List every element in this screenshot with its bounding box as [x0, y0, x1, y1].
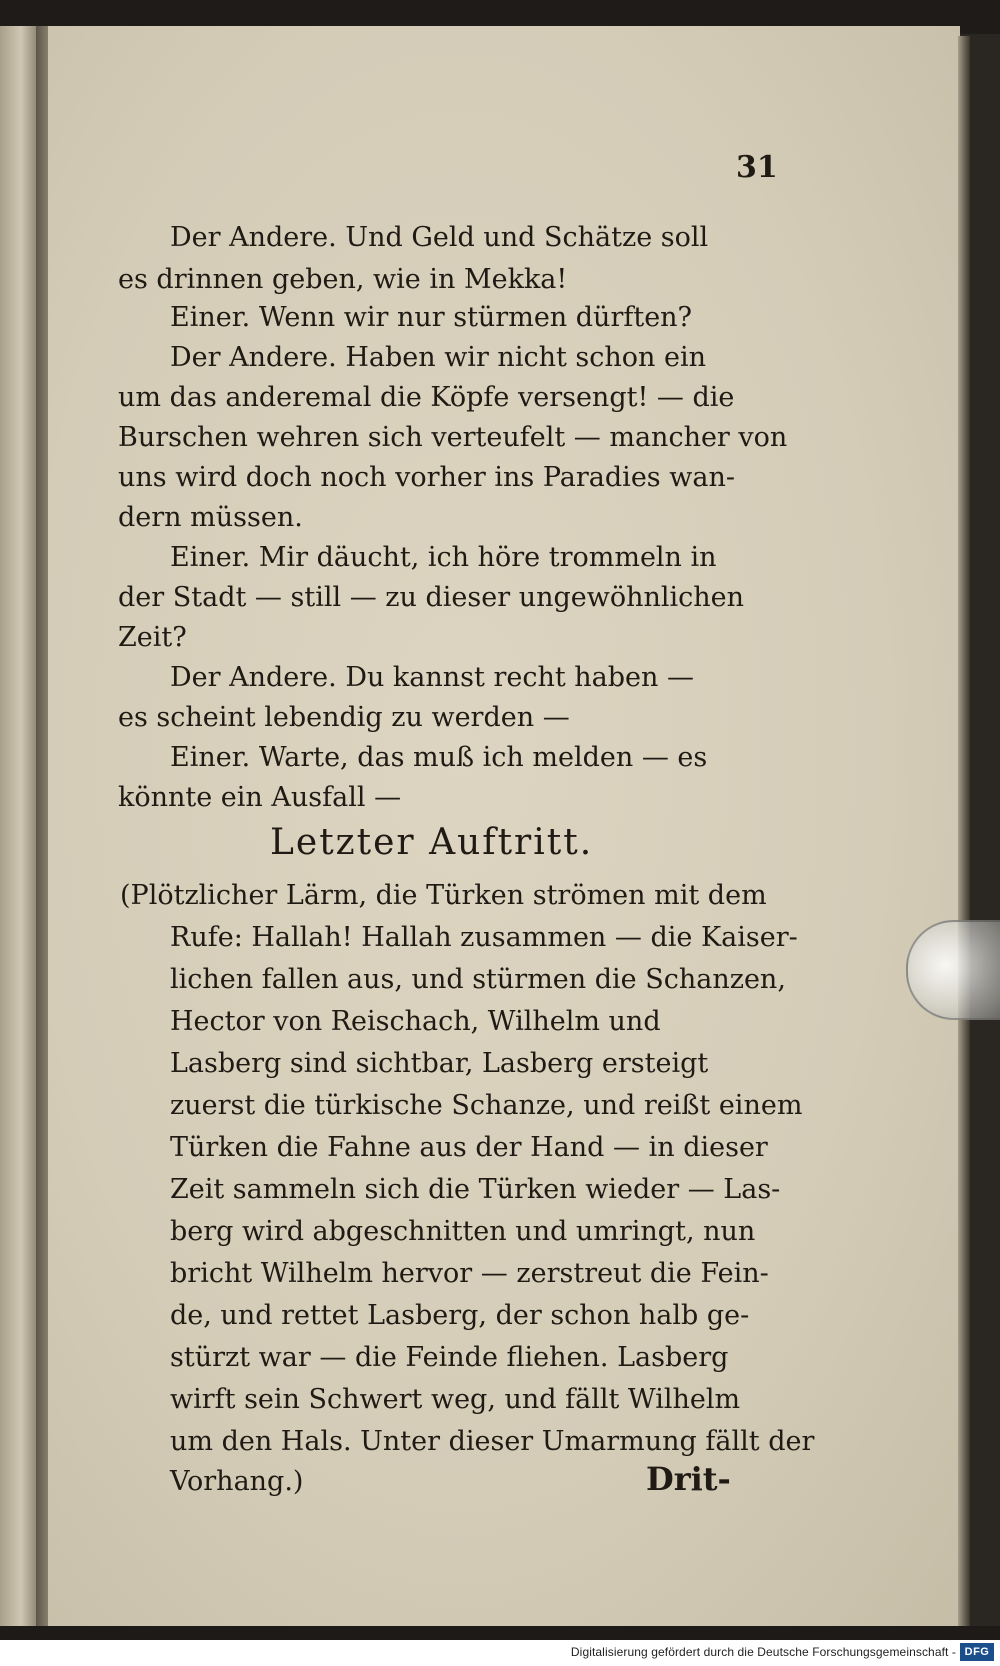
- stage-direction-line: de, und rettet Lasberg, der schon halb ge-: [170, 1300, 750, 1331]
- stage-direction-line: Hector von Reischach, Wilhelm und: [170, 1006, 661, 1037]
- dialogue-line: Einer. Mir däucht, ich höre trommeln in: [170, 542, 717, 573]
- dialogue-line: Burschen wehren sich verteufelt — mancher von: [118, 422, 788, 453]
- dialogue-line: der Stadt — still — zu dieser ungewöhnlichen: [118, 582, 745, 613]
- dialogue-line: Zeit?: [118, 622, 187, 653]
- footer-credit: Digitalisierung gefördert durch die Deutsche Forschungsgemeinschaft -: [570, 1645, 956, 1659]
- scene-heading: Letzter Auftritt.: [270, 822, 594, 863]
- dialogue-line: es drinnen geben, wie in Mekka!: [118, 264, 568, 295]
- stage-direction-line: zuerst die türkische Schanze, und reißt einem: [170, 1090, 803, 1121]
- stage-direction-line: Rufe: Hallah! Hallah zusammen — die Kaiser-: [170, 922, 798, 953]
- dialogue-line: Der Andere. Du kannst recht haben —: [170, 662, 695, 693]
- stage-direction-line: bricht Wilhelm hervor — zerstreut die Fein-: [170, 1258, 769, 1289]
- dialogue-line: es scheint lebendig zu werden —: [118, 702, 570, 733]
- stage-direction-line: Türken die Fahne aus der Hand — in dieser: [170, 1132, 768, 1163]
- dialogue-line: Der Andere. Haben wir nicht schon ein: [170, 342, 706, 373]
- dialogue-line: Einer. Wenn wir nur stürmen dürften?: [170, 302, 693, 333]
- dialogue-line: dern müssen.: [118, 502, 303, 533]
- dfg-logo-icon: DFG: [960, 1643, 994, 1661]
- dialogue-line: Der Andere. Und Geld und Schätze soll: [170, 222, 709, 253]
- page-clip: [906, 920, 1000, 1020]
- dialogue-line: Einer. Warte, das muß ich melden — es: [170, 742, 708, 773]
- page-stack-edge: [958, 36, 970, 1626]
- previous-page-edge: [0, 26, 38, 1626]
- stage-direction-line: wirft sein Schwert weg, und fällt Wilhelm: [170, 1384, 741, 1415]
- dialogue-line: uns wird doch noch vorher ins Paradies wan-: [118, 462, 735, 493]
- dialogue-line: um das anderemal die Köpfe versengt! — die: [118, 382, 735, 413]
- stage-direction-line: um den Hals. Unter dieser Umarmung fällt der: [170, 1426, 815, 1457]
- stage-direction-line: Lasberg sind sichtbar, Lasberg ersteigt: [170, 1048, 709, 1079]
- stage-direction-line: (Plötzlicher Lärm, die Türken strömen mit dem: [120, 880, 767, 911]
- stage-direction-line: stürzt war — die Feinde fliehen. Lasberg: [170, 1342, 729, 1373]
- stage-direction-line: Zeit sammeln sich die Türken wieder — Las-: [170, 1174, 781, 1205]
- page-number: 31: [736, 150, 778, 185]
- stage-direction-line: lichen fallen aus, und stürmen die Schanzen,: [170, 964, 786, 995]
- catchword: Drit-: [646, 1460, 731, 1498]
- stage-direction-line: Vorhang.): [170, 1466, 304, 1497]
- dialogue-line: könnte ein Ausfall —: [118, 782, 402, 813]
- stage-direction-line: berg wird abgeschnitten und umringt, nun: [170, 1216, 756, 1247]
